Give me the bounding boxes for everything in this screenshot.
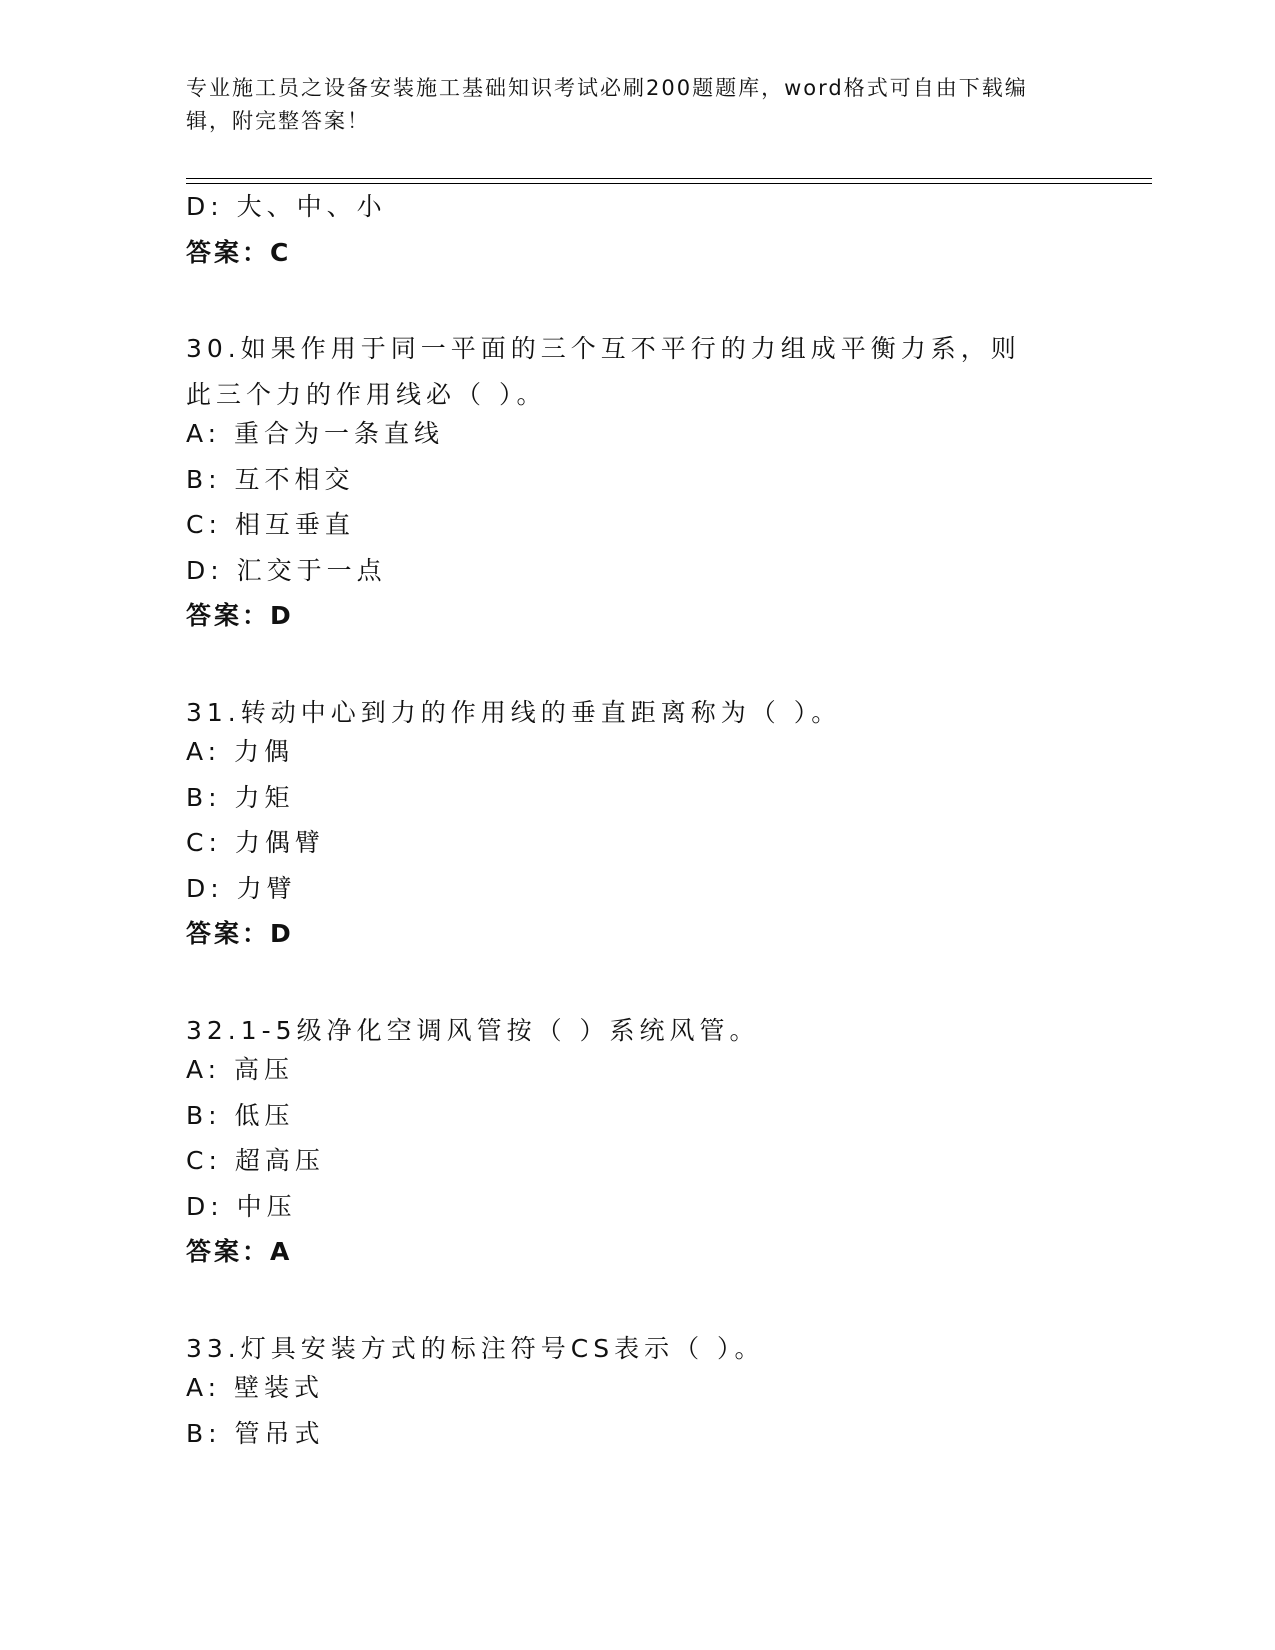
option-c: C: 力偶臂 [186,828,325,857]
document-title: 专业施工员之设备安装施工基础知识考试必刷200题题库，word格式可自由下载编辑，附完整答案！ [186,76,1028,133]
question-content [186,190,1086,1462]
option-a: A: 高压 [186,1055,295,1084]
spacer [186,963,1086,1008]
previous-answer: 答案：C [186,237,292,267]
option-b: B: 管吊式 [186,1418,325,1448]
option-a: A: 重合为一条直线 [186,419,445,448]
option-c: C: 相互垂直 [186,510,355,539]
option-c: C: 超高压 [186,1146,325,1175]
question-stem: 32.1-5级净化空调风管按（ ）系统风管。 [186,1015,760,1045]
option-b: B: 低压 [186,1100,295,1130]
option-a: A: 力偶 [186,737,295,766]
spacer [186,645,1086,690]
previous-option-d: D: 大、中、小 [186,192,387,221]
option-d: D: 中压 [186,1191,297,1221]
question-31 [186,690,1086,951]
header-divider-second [186,183,1152,184]
answer: 答案：A [186,1237,293,1266]
option-b: B: 力矩 [186,782,295,812]
option-d: D: 汇交于一点 [186,555,387,585]
answer: 答案：D [186,601,294,630]
question-32 [186,1008,1086,1269]
spacer [186,281,1086,326]
question-stem: 33.灯具安装方式的标注符号CS表示（ ）。 [186,1333,765,1363]
question-30 [186,326,1086,632]
option-d: D: 力臂 [186,873,297,903]
question-33 [186,1326,1086,1450]
question-stem: 30.如果作用于同一平面的三个互不平行的力组成平衡力系，则此三个力的作用线必（ ）。 [186,334,1021,409]
option-b: B: 互不相交 [186,464,355,494]
answer: 答案：D [186,919,294,948]
header-divider [186,178,1152,179]
question-stem: 31.转动中心到力的作用线的垂直距离称为（ ）。 [186,697,842,727]
option-a: A: 壁装式 [186,1373,325,1402]
spacer [186,1281,1086,1326]
